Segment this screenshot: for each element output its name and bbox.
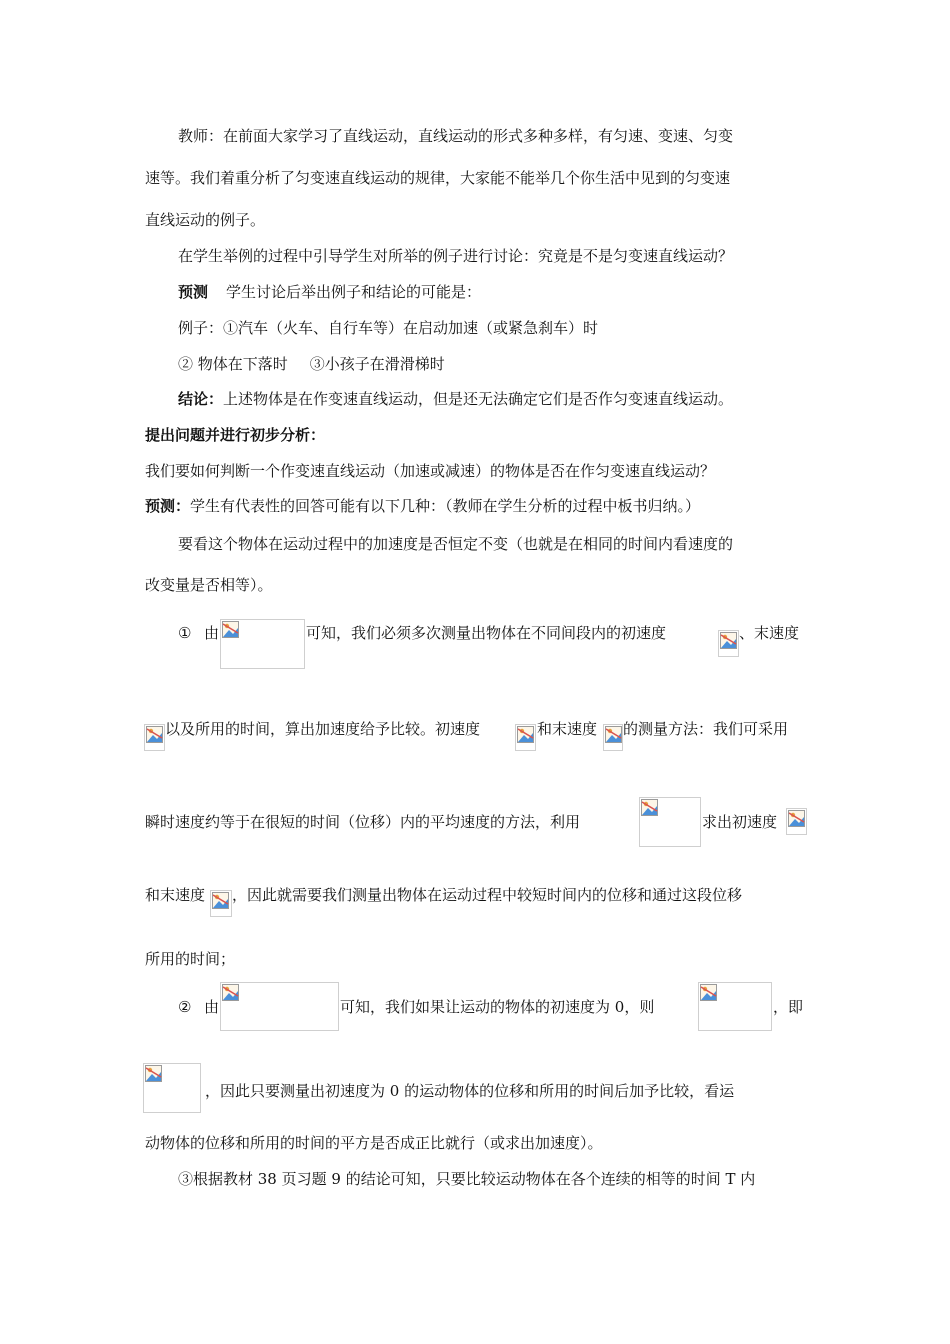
broken-image-icon [145,1065,163,1083]
broken-image-icon [700,984,718,1002]
formula-image [143,1063,201,1113]
formula-image [144,724,165,751]
prediction-label: 预测 [178,283,209,301]
paragraph-line: 直线运动的例子。 [145,211,266,229]
item-text: 所用的时间； [145,950,236,968]
conclusion-text: 上述物体是在作变速直线运动，但是还无法确定它们是否作匀变速直线运动。 [223,390,734,408]
paragraph-line: 在学生举例的过程中引导学生对所举的例子进行讨论：究竟是不是匀变速直线运动？ [178,247,734,265]
item-text: 可知，我们如果让运动的物体的初速度为 0，则 [340,998,655,1016]
broken-image-icon [517,726,535,744]
item-text: 瞬时速度约等于在很短的时间（位移）内的平均速度的方法，利用 [145,813,581,831]
item-text: ③根据教材 38 页习题 9 的结论可知，只要比较运动物体在各个连续的相等的时间 T 内 [178,1170,756,1188]
item-text: 可知，我们必须多次测量出物体在不同间段内的初速度 [306,624,667,642]
example-item: ② 物体在下落时 [178,355,288,373]
broken-image-icon [222,984,240,1002]
prediction-text: 学生讨论后举出例子和结论的可能是： [226,283,482,301]
broken-image-icon [788,810,806,828]
broken-image-icon [605,726,623,744]
item-text: 求出初速度 [702,813,778,831]
question-line: 我们要如何判断一个作变速直线运动（加速或减速）的物体是否在作匀变速直线运动？ [145,462,716,480]
formula-image [515,724,536,751]
prediction-line [178,282,481,302]
broken-image-icon [222,621,240,639]
formula-image [698,982,772,1031]
paragraph-line: 要看这个物体在运动过程中的加速度是否恒定不变（也就是在相同的时间内看速度的 [178,535,734,553]
paragraph-line: 速等。我们着重分析了匀变速直线运动的规律，大家能不能举几个你生活中见到的匀变速 [145,169,731,187]
item-text: ，因此只要测量出初速度为 0 的运动物体的位移和所用的时间后加予比较，看运 [205,1082,735,1100]
example-item: ③小孩子在滑滑梯时 [309,355,445,373]
broken-image-icon [720,632,738,650]
prediction-label: 预测： [145,497,191,515]
item-text: 和末速度 [537,720,598,738]
example-line: 例子：①汽车（火车、自行车等）在启动加速（或紧急刹车）时 [178,319,599,337]
formula-image [220,982,339,1031]
formula-image [718,630,739,657]
example-line [178,354,445,374]
conclusion-line [178,389,733,409]
formula-image [786,808,807,835]
item-text: 、末速度 [739,624,800,642]
item-text: 以及所用的时间，算出加速度给予比较。初速度 [165,720,481,738]
conclusion-label: 结论： [178,390,224,408]
formula-image [210,890,232,917]
item-text: 的测量方法：我们可采用 [623,720,789,738]
formula-image [220,619,305,669]
formula-image [639,797,701,847]
broken-image-icon [212,892,230,910]
prediction-line [145,496,700,516]
paragraph-line: 改变量是否相等）。 [145,576,273,594]
broken-image-icon [146,726,164,744]
item-text: 动物体的位移和所用的时间的平方是否成正比就行（或求出加速度）。 [145,1134,603,1152]
item-text: 由 [204,998,220,1016]
section-heading: 提出问题并进行初步分析： [145,426,326,444]
paragraph-line: 教师：在前面大家学习了直线运动，直线运动的形式多种多样，有匀速、变速、匀变 [178,127,734,145]
prediction-text: 学生有代表性的回答可能有以下几种：（教师在学生分析的过程中板书归纳。） [190,497,701,515]
item-text: ，即 [773,998,804,1016]
item-text: 由 [204,624,220,642]
item-number: ② [178,998,192,1016]
formula-image [603,724,623,751]
item-number: ① [178,624,192,642]
item-text: 和末速度 [145,886,206,904]
broken-image-icon [641,799,659,817]
item-text: ，因此就需要我们测量出物体在运动过程中较短时间内的位移和通过这段位移 [232,886,743,904]
